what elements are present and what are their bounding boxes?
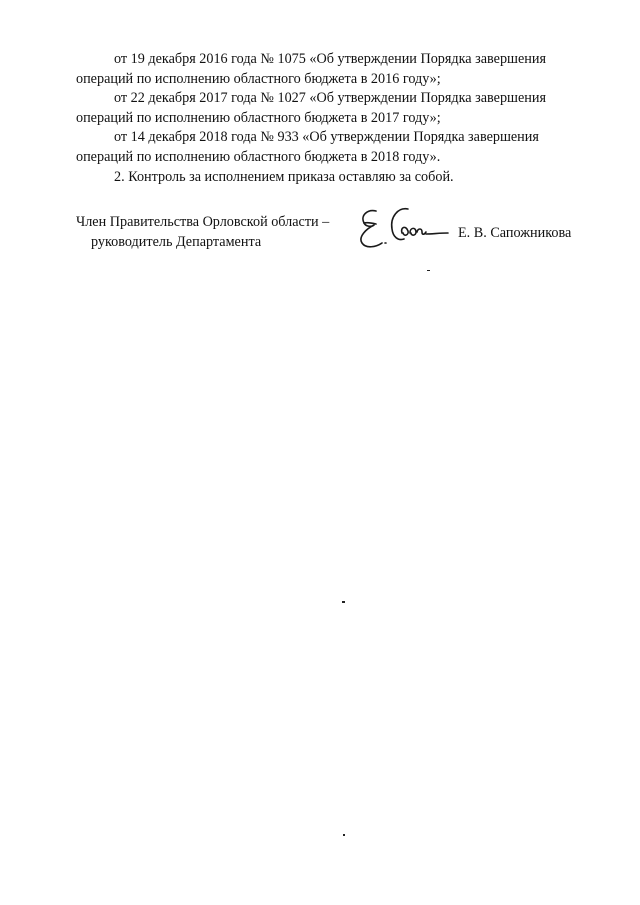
signature-block [76,213,606,263]
scan-speck [427,270,430,271]
decree-reference-2016: от 19 декабря 2016 года № 1075 «Об утверждении Порядка завершения операций по исполнению областного бюджета в 2016 году»; [76,51,546,87]
decree-reference-2018: от 14 декабря 2018 года № 933 «Об утверждении Порядка завершения операций по исполнению областного бюджета в 2018 году». [76,129,539,165]
signer-name: Е. В. Сапожникова [458,225,572,241]
handwritten-signature [354,203,454,255]
control-clause: 2. Контроль за исполнением приказа оставляю за собой. [114,168,454,185]
signer-title-line2: руководитель Департамента [91,233,262,250]
signer-title-line1: Член Правительства Орловской области – [76,214,330,230]
decree-reference-2017: от 22 декабря 2017 года № 1027 «Об утверждении Порядка завершения операций по исполнению областного бюджета в 2017 году»; [76,90,546,126]
signer-title [76,213,329,252]
scan-speck [343,834,345,836]
scan-speck [342,601,345,603]
document-body [76,50,586,187]
